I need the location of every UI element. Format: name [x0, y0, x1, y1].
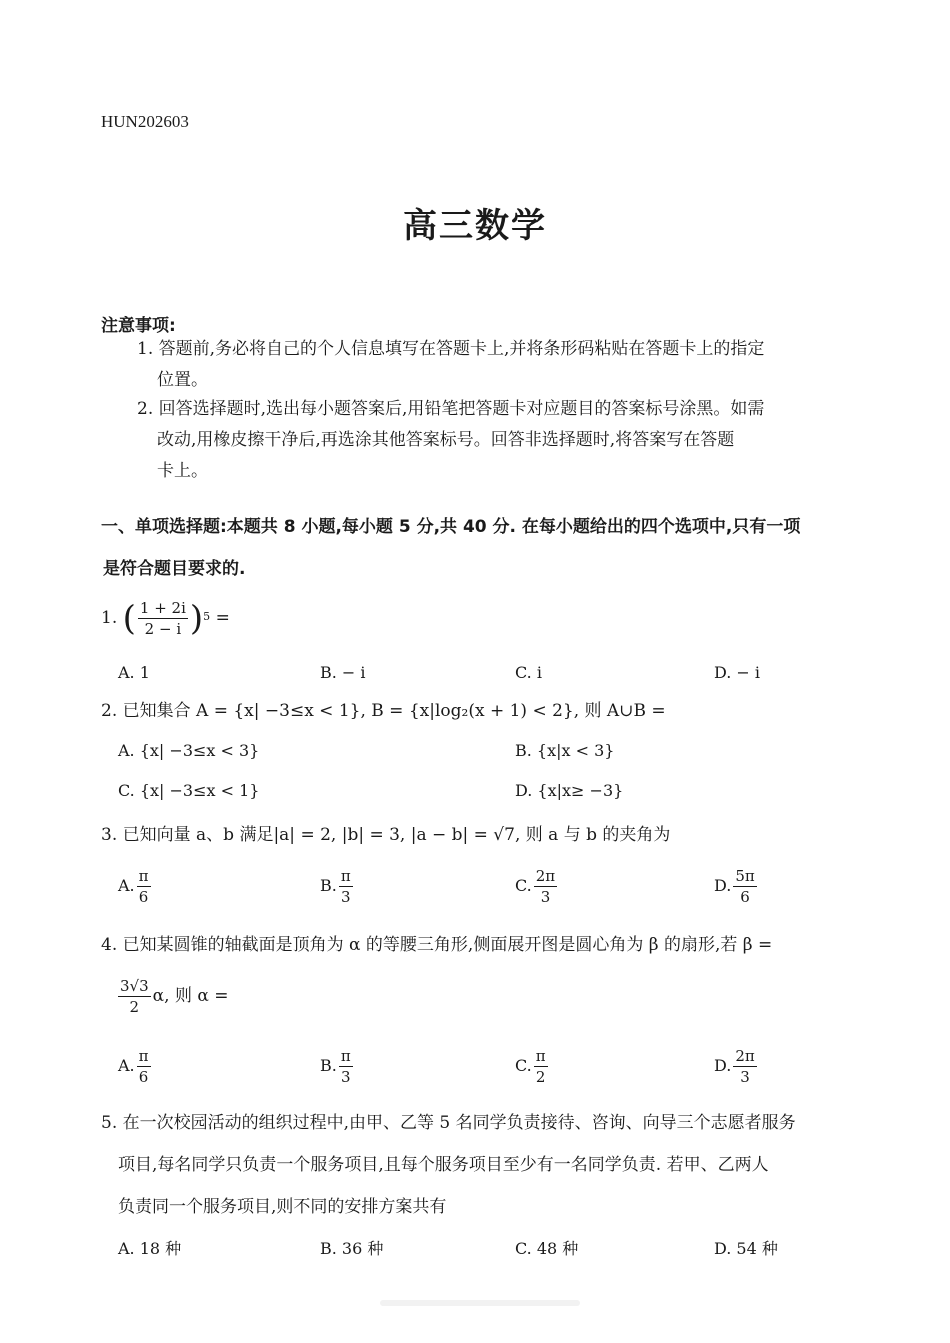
q5-option-d: D. 54 种 [714, 1239, 778, 1258]
notice-item-2-line1: 2. 回答选择题时,选出每小题答案后,用铅笔把答题卡对应题目的答案标号涂黑。如需 [137, 399, 765, 419]
q3-option-b-den: 3 [341, 888, 351, 906]
q1-option-a: A. 1 [118, 663, 150, 682]
page-title: 高三数学 [403, 206, 547, 246]
question-1-denominator: 2 − i [144, 620, 182, 638]
q1-option-d: D. − i [714, 663, 761, 682]
question-4-line1: 4. 已知某圆锥的轴截面是顶角为 α 的等腰三角形,侧面展开图是圆心角为 β 的扇形,若 β = [101, 935, 773, 955]
q4-option-c-fraction [534, 1046, 548, 1087]
notice-item-2-line2: 改动,用橡皮擦干净后,再选涂其他答案标号。回答非选择题时,将答案写在答题 [157, 430, 735, 450]
q4-option-d-num: 2π [735, 1047, 755, 1065]
question-4-line2 [116, 976, 876, 1017]
q3-option-b-num: π [340, 867, 351, 885]
q4-option-b-den: 3 [341, 1068, 351, 1086]
q4-option-c-num: π [535, 1047, 546, 1065]
q3-option-b-fraction [339, 866, 353, 907]
q5-option-b: B. 36 种 [320, 1239, 384, 1258]
q1-option-c: C. i [515, 663, 542, 682]
question-2: 2. 已知集合 A = {x| −3≤x < 1}, B = {x|log₂(x + 1) < 2}, 则 A∪B = [101, 701, 666, 721]
notice-item-1 [137, 334, 857, 396]
q1-option-b: B. − i [320, 663, 366, 682]
q5-option-a: A. 18 种 [118, 1239, 182, 1258]
question-1-equals: = [215, 608, 230, 628]
q4-option-d-den: 3 [740, 1068, 750, 1086]
question-3: 3. 已知向量 a、b 满足|a| = 2, |b| = 3, |a − b| = √7, 则 a 与 b 的夹角为 [101, 825, 671, 845]
q5-option-c: C. 48 种 [515, 1239, 579, 1258]
q4-option-c-den: 2 [535, 1068, 546, 1086]
q2-option-a: A. {x| −3≤x < 3} [118, 741, 260, 760]
notice-item-2-line3: 卡上。 [157, 461, 208, 481]
question-5-line1: 5. 在一次校园活动的组织过程中,由甲、乙等 5 名同学负责接待、咨询、向导三个志愿者服务 [101, 1113, 796, 1133]
notice-item-1-line1: 1. 答题前,务必将自己的个人信息填写在答题卡上,并将条形码粘贴在答题卡上的指定 [137, 339, 765, 359]
q3-option-a-num: π [138, 867, 149, 885]
q2-option-c: C. {x| −3≤x < 1} [118, 781, 260, 800]
q3-option-d-den: 6 [740, 888, 750, 906]
q3-option-c-num: 2π [535, 867, 556, 885]
q4-option-b-fraction [339, 1046, 353, 1087]
q4-option-d-label: D. [714, 1056, 732, 1075]
q3-option-d-label: D. [714, 876, 732, 895]
exam-code: HUN202603 [101, 112, 189, 131]
q3-option-c-den: 3 [540, 888, 551, 906]
notice-heading: 注意事项: [101, 316, 176, 336]
section-1-heading [101, 508, 861, 588]
question-5-line2: 项目,每名同学只负责一个服务项目,且每个服务项目至少有一名同学负责. 若甲、乙两人 [118, 1155, 769, 1175]
q2-option-d: D. {x|x≥ −3} [515, 781, 624, 800]
question-1-fraction [138, 598, 188, 639]
q4-option-a-fraction [137, 1046, 151, 1087]
section-1-line2: 是符合题目要求的. [103, 559, 246, 579]
q4-option-b-label: B. [320, 1056, 337, 1075]
question-1-number: 1. [101, 608, 118, 628]
question-4-tail: α, 则 α = [152, 986, 229, 1006]
question-1 [101, 598, 861, 639]
left-paren: ( [122, 598, 136, 639]
q4-option-b-num: π [340, 1047, 351, 1065]
q4-option-a-label: A. [118, 1056, 135, 1075]
question-1-numerator: 1 + 2i [139, 599, 186, 617]
q4-option-a-num: π [138, 1047, 149, 1065]
q4-option-c-label: C. [515, 1056, 532, 1075]
q4-option-d [714, 1046, 950, 1087]
q4-option-d-fraction [733, 1046, 756, 1087]
footer-scan-smudge [380, 1300, 580, 1306]
question-4-frac-den: 2 [129, 998, 140, 1016]
q3-option-c-label: C. [515, 876, 532, 895]
q4-option-a-den: 6 [138, 1068, 149, 1086]
question-5-line3: 负责同一个服务项目,则不同的安排方案共有 [118, 1197, 447, 1217]
section-1-line1: 一、单项选择题:本题共 8 小题,每小题 5 分,共 40 分. 在每小题给出的四个选项中,只有一项 [101, 517, 801, 537]
q3-option-d-fraction [733, 866, 756, 907]
q2-option-b: B. {x|x < 3} [515, 741, 615, 760]
q3-option-a-fraction [137, 866, 151, 907]
notice-item-1-line2: 位置。 [157, 370, 208, 390]
q3-option-b-label: B. [320, 876, 337, 895]
question-4-fraction [118, 976, 151, 1017]
q3-option-a-label: A. [118, 876, 135, 895]
notice-item-2 [137, 394, 857, 487]
q3-option-d-num: 5π [735, 867, 755, 885]
right-paren: ) [189, 598, 204, 639]
q3-option-c-fraction [534, 866, 557, 907]
q3-option-d [714, 866, 950, 907]
question-1-exponent: 5 [203, 610, 211, 623]
q3-option-a-den: 6 [138, 888, 149, 906]
question-4-frac-num: 3√3 [120, 977, 149, 995]
